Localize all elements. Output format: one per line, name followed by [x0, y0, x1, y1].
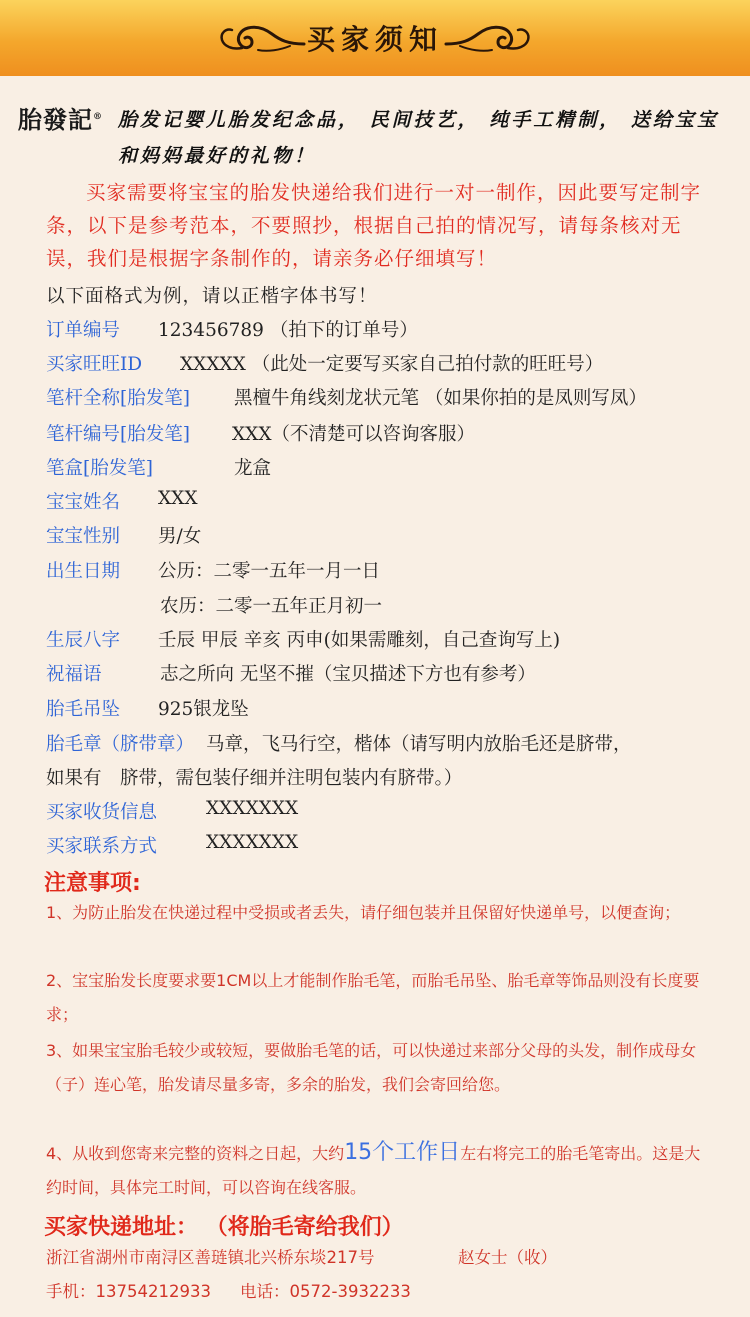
note-4-text-a: 4、从收到您寄来完整的资料之日起，大约 [46, 1144, 345, 1163]
field-label: 买家旺旺ID [46, 354, 143, 375]
address-recipient: 赵女士（收） [458, 1248, 557, 1267]
field-value: 黑檀牛角线刻龙状元笔 （如果你拍的是凤则写凤） [234, 388, 647, 409]
intro-slogan: 胎发记婴儿胎发纪念品， 民间技艺， 纯手工精制， 送给宝宝和妈妈最好的礼物！ [118, 109, 719, 167]
field-value: 龙盒 [234, 458, 272, 479]
note-item-4 [46, 1136, 706, 1205]
field-label: 祝福语 [46, 664, 102, 685]
field-label: 买家收货信息 [46, 802, 158, 823]
field-value: 公历：二零一五年一月一日 [158, 561, 381, 582]
field-value: XXX（不清楚可以咨询客服） [232, 424, 476, 445]
field-value: 农历：二零一五年正月初一 [160, 596, 383, 617]
address-heading: 买家快递地址： （将胎毛寄给我们） [44, 1215, 404, 1240]
note-item-2: 2、宝宝胎发长度要求要1CM以上才能制作胎毛笔，而胎毛吊坠、胎毛章等饰品则没有长度要求； [46, 971, 700, 1024]
field-value: 男/女 [158, 526, 202, 547]
field-value: XXXXXXX [206, 832, 299, 853]
brand-logo-text: 胎發記 [18, 105, 93, 134]
field-label: 买家联系方式 [46, 836, 158, 857]
field-value: 马章，飞马行空，楷体（请写明内放胎毛还是脐带， [206, 734, 632, 755]
field-label: 生辰八字 [46, 630, 121, 651]
brand-logo [18, 100, 103, 135]
field-label: 宝宝性别 [46, 526, 121, 547]
field-value: XXX [158, 488, 198, 509]
phone-mobile: 手机：13754212933 [46, 1282, 211, 1301]
field-label: 出生日期 [46, 561, 121, 582]
field-value: 壬辰 甲辰 辛亥 丙申(如果需雕刻，自己查询写上) [158, 630, 561, 651]
note-item-3: 3、如果宝宝胎毛较少或较短，要做胎毛笔的话，可以快递过来部分父母的头发，制作成母女（子）连心笔，胎发请尽量多寄，多余的胎发，我们会寄回给您。 [46, 1041, 697, 1094]
field-value: XXXXX （此处一定要写买家自己拍付款的旺旺号） [180, 354, 604, 375]
title-banner [0, 0, 750, 76]
field-value: 如果有 脐带，需包装仔细并注明包装内有脐带。） [46, 768, 463, 789]
field-label: 胎毛吊坠 [46, 699, 121, 720]
field-value: XXXXXXX [206, 798, 299, 819]
field-label: 胎毛章（脐带章） [46, 734, 195, 755]
format-note: 以下面格式为例，请以正楷字体书写！ [46, 286, 378, 307]
page-title: 买家须知 [306, 23, 443, 56]
note-4-text-b: 左右将完工的胎毛笔寄出。这是大约时间，具体完工时间，可以咨询在线客服。 [46, 1144, 701, 1197]
field-label: 笔盒[胎发笔] [46, 458, 153, 479]
note-4-highlight: 15个工作日 [344, 1140, 461, 1165]
cloud-ornament-right-icon [442, 18, 532, 58]
field-value: 志之所向 无坚不摧（宝贝描述下方也有参考） [160, 664, 536, 685]
address-line: 浙江省湖州市南浔区善琏镇北兴桥东埮217号 [46, 1248, 375, 1267]
registered-mark: ® [93, 112, 103, 122]
cloud-ornament-left-icon [218, 18, 308, 58]
field-label: 订单编号 [46, 320, 121, 341]
field-value: 925银龙坠 [158, 699, 249, 720]
note-item-1: 1、为防止胎发在快递过程中受损或者丢失，请仔细包装并且保留好快递单号，以便查询； [46, 903, 681, 922]
field-value: 123456789 （拍下的订单号） [158, 320, 418, 341]
phone-landline: 电话：0572-3932233 [240, 1282, 411, 1301]
field-label: 笔杆编号[胎发笔] [46, 424, 190, 445]
field-label: 宝宝姓名 [46, 492, 121, 513]
instruction-paragraph: 买家需要将宝宝的胎发快递给我们进行一对一制作，因此要写定制字条，以下是参考范本，不要照抄，根据自己拍的情况写，请每条核对无误，我们是根据字条制作的，请亲务必仔细填写！ [46, 181, 702, 270]
notes-heading: 注意事项: [44, 871, 141, 896]
field-label: 笔杆全称[胎发笔] [46, 388, 190, 409]
